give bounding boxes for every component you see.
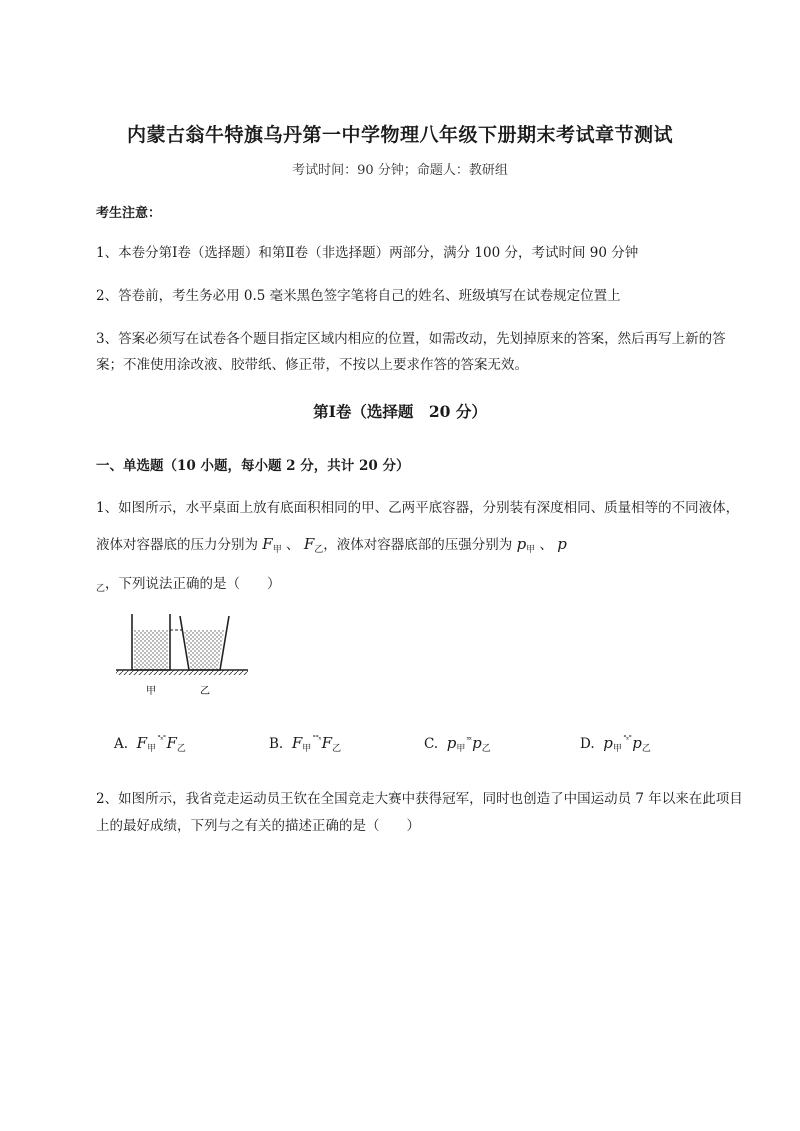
option-c[interactable]: [424, 734, 491, 752]
option-d-sub-2: 乙: [641, 744, 651, 754]
pressure-yi: $p_乙$: [96, 535, 567, 594]
option-a-var-2: F: [166, 734, 177, 752]
figure-label-yi: 乙: [200, 686, 210, 697]
option-c-sub-2: 乙: [481, 744, 491, 754]
question-1: [96, 490, 748, 604]
q1-text-c: ，下列说法正确的是（ ）: [105, 576, 281, 592]
exam-title: 内蒙古翁牛特旗乌丹第一中学物理八年级下册期末考试章节测试: [126, 124, 673, 146]
option-a-letter: A.: [114, 736, 129, 752]
option-a[interactable]: [114, 734, 186, 752]
option-b-sub-1: 甲: [302, 744, 312, 754]
q1-sep-2: 、: [539, 537, 553, 553]
option-b[interactable]: [269, 734, 341, 752]
option-a-sub-2: 乙: [176, 744, 186, 754]
option-d[interactable]: [580, 734, 651, 752]
option-c-var-1: p: [446, 734, 457, 752]
container-figure: [112, 612, 252, 702]
option-b-letter: B.: [269, 736, 284, 752]
option-c-sub-1: 甲: [456, 744, 466, 754]
option-b-relation: ˚˚ˣ: [312, 735, 321, 744]
option-a-relation: ˚ˣ˚: [157, 735, 166, 744]
notice-item-3: 3、答案必须写在试卷各个题目指定区域内相应的位置，如需改动，先划掉原来的答案，然后再写上新的答案；不准使用涂改液、胶带纸、修正带，不按以上要求作答的答案无效。: [96, 331, 726, 373]
notice-item-2: 2、答卷前，考生务必用 0.5 毫米黑色签字笔将自己的姓名、班级填写在试卷规定位置上: [96, 288, 621, 304]
pressure-jia: $p_甲$: [516, 535, 536, 555]
notice-heading: 考生注意：: [96, 206, 162, 221]
option-c-letter: C.: [424, 736, 439, 752]
part-heading: 一、单选题（10 小题，每小题 2 分，共计 20 分）: [96, 458, 410, 474]
force-jia: $F_甲$: [262, 535, 282, 555]
option-a-sub-1: 甲: [147, 744, 157, 754]
option-b-var-2: F: [321, 734, 333, 752]
liquid-yi: [184, 630, 224, 670]
option-d-letter: D.: [580, 736, 595, 752]
option-c-var-2: p: [472, 734, 482, 752]
table-hatch: [116, 670, 248, 675]
liquid-jia: [134, 630, 168, 670]
figure-label-jia: 甲: [146, 686, 156, 697]
exam-subtitle: 考试时间：90 分钟；命题人：教研组: [292, 163, 508, 178]
option-d-sub-1: 甲: [612, 744, 622, 754]
option-b-var-1: F: [291, 734, 303, 752]
option-a-var-1: F: [136, 734, 148, 752]
option-d-relation: ˚ˣ˚: [622, 735, 632, 744]
section-title: 第Ⅰ卷（选择题 20 分）: [313, 402, 487, 421]
option-d-var-2: p: [632, 734, 642, 752]
q1-text-a: 1、如图所示，水平桌面上放有底面积相同的甲、乙两平底容器，分别装有深度相同、质量相等的不同液体，液体对容器底的压力分别为: [96, 500, 740, 553]
q1-sep-1: 、: [286, 537, 300, 553]
option-d-var-1: p: [603, 734, 613, 752]
option-c-relation: ˣˣ: [466, 735, 472, 744]
question-2: 2、如图所示，我省竞走运动员王钦在全国竞走大赛中获得冠军，同时也创造了中国运动员 7 年以来在此项目上的最好成绩，下列与之有关的描述正确的是（ ）: [96, 791, 743, 834]
force-yi: $F_乙$: [303, 535, 324, 555]
notice-item-1: 1、本卷分第Ⅰ卷（选择题）和第Ⅱ卷（非选择题）两部分，满分 100 分，考试时间 90 分钟: [96, 245, 639, 261]
option-b-sub-2: 乙: [332, 744, 342, 754]
q1-text-b: ，液体对容器底部的压强分别为: [323, 537, 513, 553]
